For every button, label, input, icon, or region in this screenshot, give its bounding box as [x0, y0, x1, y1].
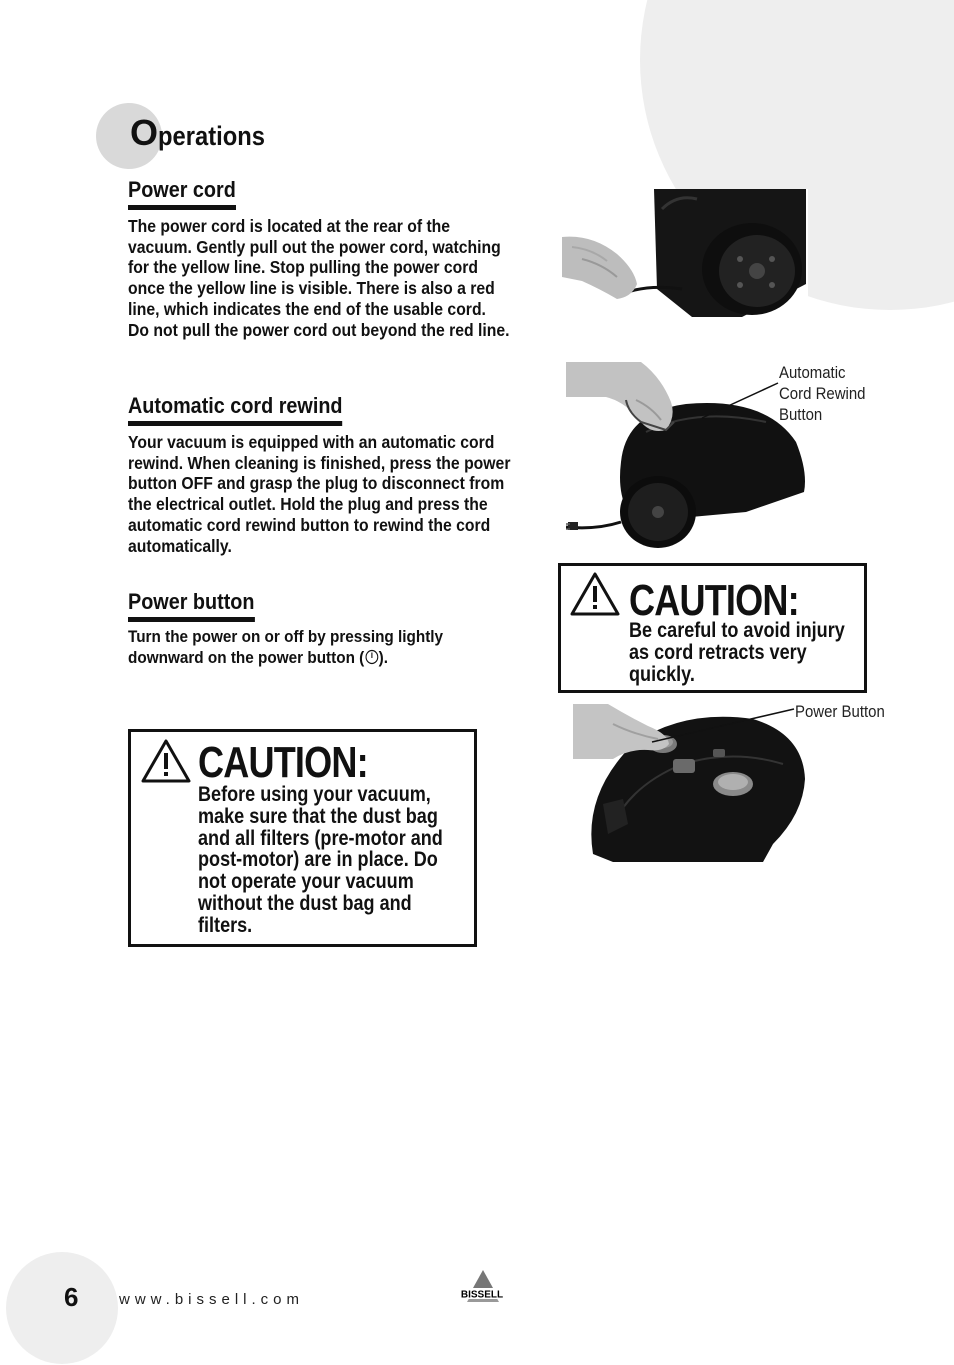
- caution-title-left: CAUTION:: [198, 738, 368, 787]
- page-title: [130, 112, 280, 154]
- power-cord-text: The power cord is located at the rear of the vacuum. Gently pull out the power cord, watching for the yellow line. Stop pulling the power cord once the yellow line is visible. There is also a red line, which indicates the end of the usable cord. Do not pull the power cord out beyond the red line.: [128, 216, 510, 340]
- power-symbol-icon: [364, 649, 378, 665]
- page-number: 6: [64, 1282, 79, 1312]
- callout-line-rewind: [700, 380, 780, 420]
- callout-power: Power Button: [795, 702, 885, 721]
- callout-rewind-line1: Automatic: [779, 363, 846, 382]
- warning-triangle-icon: [569, 571, 621, 617]
- page-title-initial: O: [130, 112, 159, 153]
- callout-rewind: [779, 362, 865, 425]
- caution-box-right: [558, 563, 867, 693]
- power-button-heading: Power button: [128, 589, 254, 622]
- power-button-text: [128, 627, 493, 668]
- caution-text-right: Be careful to avoid injury as cord retracts very quickly.: [629, 619, 845, 686]
- power-cord-heading: Power cord: [128, 177, 236, 210]
- caution-title-right: CAUTION:: [629, 576, 799, 625]
- website-link[interactable]: www.bissell.com: [119, 1291, 305, 1308]
- photo-pulling-power-cord: [562, 189, 808, 319]
- callout-rewind-line2: Cord Rewind: [779, 384, 866, 403]
- caution-text-left: Before using your vacuum, make sure that the dust bag and all filters (pre-motor and post-motor) are in place. Do not operate your vacuum without the dust bag and filters.: [198, 783, 443, 937]
- bissell-logo: [455, 1268, 511, 1308]
- power-button-text-after: ).: [378, 647, 389, 667]
- warning-triangle-icon: [140, 738, 192, 784]
- page-title-rest: perations: [158, 121, 265, 151]
- caution-box-left: [128, 729, 477, 947]
- logo-text: BISSELL: [460, 1289, 504, 1301]
- footer-circle-decoration: [6, 1252, 118, 1364]
- power-button-text-before: Turn the power on or off by pressing lightly downward on the power button (: [128, 627, 444, 667]
- cord-rewind-heading: Automatic cord rewind: [128, 393, 343, 426]
- callout-rewind-line3: Button: [779, 405, 823, 424]
- callout-line-power: [650, 706, 796, 746]
- cord-rewind-text: Your vacuum is equipped with an automatic cord rewind. When cleaning is finished, press the power button OFF and grasp the plug to disconnect from the electrical outlet. Hold the plug and press the automatic cord rewind button to rewind the cord automatically.: [128, 432, 511, 556]
